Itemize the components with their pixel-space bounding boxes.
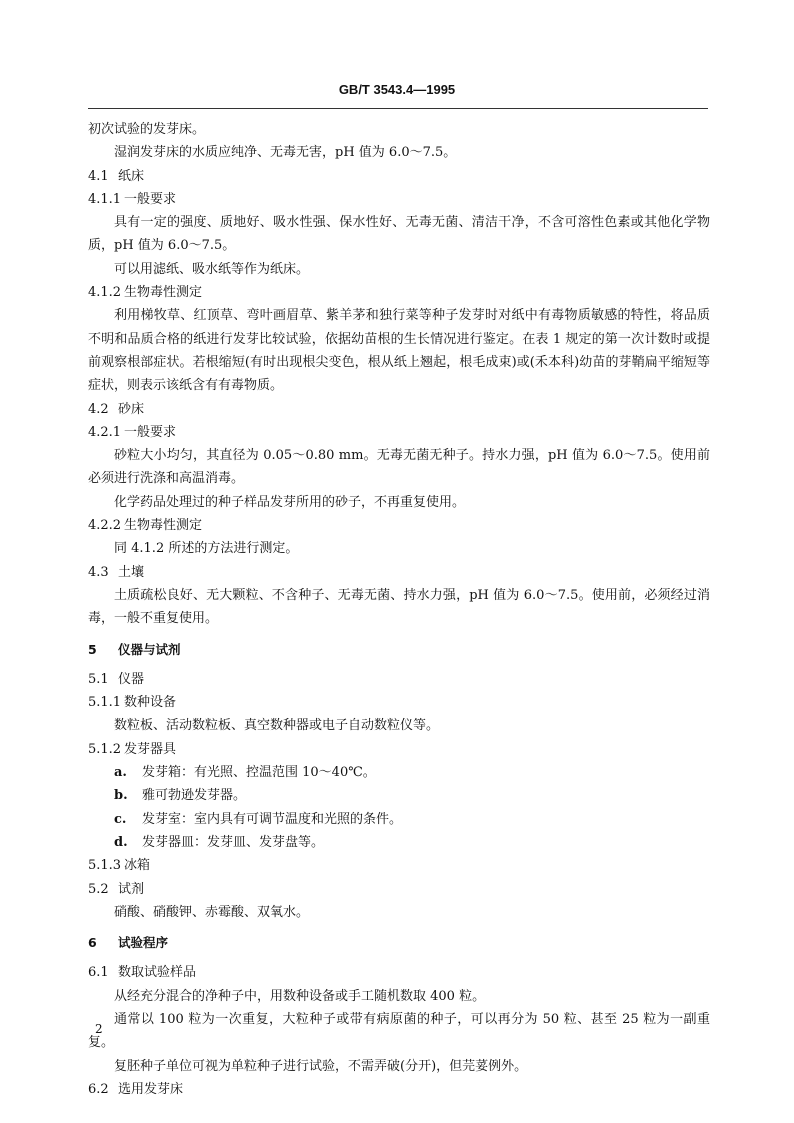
section-number: 4.3 [88,564,109,580]
section-number: 5.1.1 [88,695,122,711]
section-title: 土壤 [118,564,145,580]
list-item [88,831,710,854]
section-title: 选用发芽床 [118,1081,184,1097]
section-number: 5 [88,641,97,657]
section-heading-4-1 [88,165,710,188]
section-heading-6-2 [88,1078,710,1101]
paragraph: 可以用滤纸、吸水纸等作为纸床。 [114,261,310,277]
section-heading-4-2-2 [88,514,710,537]
section-heading-4-2-1 [88,421,710,444]
section-number: 5.1.3 [88,858,122,874]
list-item [88,784,710,807]
section-title: 试剂 [118,881,145,897]
list-item-text: 雅可勃逊发芽器。 [142,788,247,804]
section-title: 一般要求 [124,191,177,207]
paragraph: 从经充分混合的净种子中，用数种设备或手工随机数取 400 粒。 [114,988,486,1004]
section-number: 4.2 [88,401,109,417]
paragraph: 湿润发芽床的水质应纯净、无毒无害，pH 值为 6.0～7.5。 [114,145,457,161]
section-heading-5-2 [88,878,710,901]
section-heading-4-3 [88,561,710,584]
list-item-label: c. [114,811,127,827]
paragraph: 初次试验的发芽床。 [88,122,206,137]
section-number: 5.1 [88,671,109,687]
section-heading-5-1-1 [88,691,710,714]
section-number: 6.1 [88,965,109,981]
list-item-label: b. [114,788,128,804]
section-title: 砂床 [118,401,145,417]
section-heading-5 [88,638,710,661]
list-item-text: 发芽箱：有光照、控温范围 10～40℃。 [142,765,376,781]
section-title: 生物毒性测定 [124,285,203,301]
paragraph: 利用梯牧草、红顶草、弯叶画眉草、紫羊茅和独行菜等种子发芽时对纸中有毒物质敏感的特性，将品质不明和品质合格的纸进行发芽比较试验，依据幼苗根的生长情况进行鉴定。在表 1 规定的第一次计数时或提前观察根部症状。若根缩短(有时出现根尖变色，根从纸上翘起，根毛成束)或(禾本科)幼苗的芽鞘扁平缩短等症状，则表示该纸含有有毒物质。 [88,308,710,394]
list-item [88,761,710,784]
paragraph: 数粒板、活动数粒板、真空数种器或电子自动数粒仪等。 [114,718,440,734]
paragraph: 土质疏松良好、无大颗粒、不含种子、无毒无菌、持水力强，pH 值为 6.0～7.5。使用前，必须经过消毒，一般不重复使用。 [88,587,710,627]
header-rule [88,108,708,109]
section-title: 仪器 [118,671,145,687]
section-heading-5-1-3 [88,854,710,877]
section-number: 4.1.1 [88,191,122,207]
section-title: 数取试验样品 [118,965,197,981]
section-heading-4-2 [88,398,710,421]
section-number: 4.1.2 [88,285,122,301]
section-heading-6-1 [88,961,710,984]
paragraph: 同 4.1.2 所述的方法进行测定。 [114,541,299,557]
section-heading-5-1-2 [88,738,710,761]
section-number: 4.1 [88,168,109,184]
paragraph: 具有一定的强度、质地好、吸水性强、保水性好、无毒无菌、清洁干净，不含可溶性色素或其他化学物质，pH 值为 6.0～7.5。 [88,215,710,254]
section-title: 试验程序 [118,935,169,951]
paragraph: 硝酸、硝酸钾、赤霉酸、双氧水。 [114,904,310,920]
section-title: 一般要求 [124,424,177,440]
list-item [88,808,710,831]
section-title: 纸床 [118,168,145,184]
section-title: 数种设备 [124,695,177,711]
list-item-text: 发芽器皿：发芽皿、发芽盘等。 [142,834,325,850]
document-body [88,118,710,1101]
list-item-label: d. [114,834,128,850]
section-number: 5.1.2 [88,741,122,757]
paragraph: 化学药品处理过的种子样品发芽所用的砂子，不再重复使用。 [114,494,466,510]
page-number: 2 [95,1022,103,1036]
paragraph: 砂粒大小均匀，其直径为 0.05～0.80 mm。无毒无菌无种子。持水力强，pH 值为 6.0～7.5。使用前必须进行洗涤和高温消毒。 [88,448,710,487]
section-heading-4-1-1 [88,188,710,211]
section-heading-5-1 [88,668,710,691]
paragraph: 通常以 100 粒为一次重复，大粒种子或带有病原菌的种子，可以再分为 50 粒、甚至 25 粒为一副重复。 [88,1011,710,1051]
section-title: 生物毒性测定 [124,518,203,534]
section-heading-4-1-2 [88,281,710,304]
section-number: 5.2 [88,881,109,897]
page-header: GB/T 3543.4—1995 [338,82,456,97]
section-number: 4.2.1 [88,424,122,440]
paragraph: 复胚种子单位可视为单粒种子进行试验，不需弄破(分开)，但芫荽例外。 [114,1058,528,1074]
section-heading-6 [88,931,710,954]
section-number: 6.2 [88,1081,109,1097]
section-title: 发芽器具 [124,741,177,757]
section-title: 冰箱 [124,858,151,874]
section-number: 6 [88,935,97,951]
section-title: 仪器与试剂 [118,641,181,657]
list-item-text: 发芽室：室内具有可调节温度和光照的条件。 [142,811,403,827]
section-number: 4.2.2 [88,518,122,534]
list-item-label: a. [114,765,127,781]
